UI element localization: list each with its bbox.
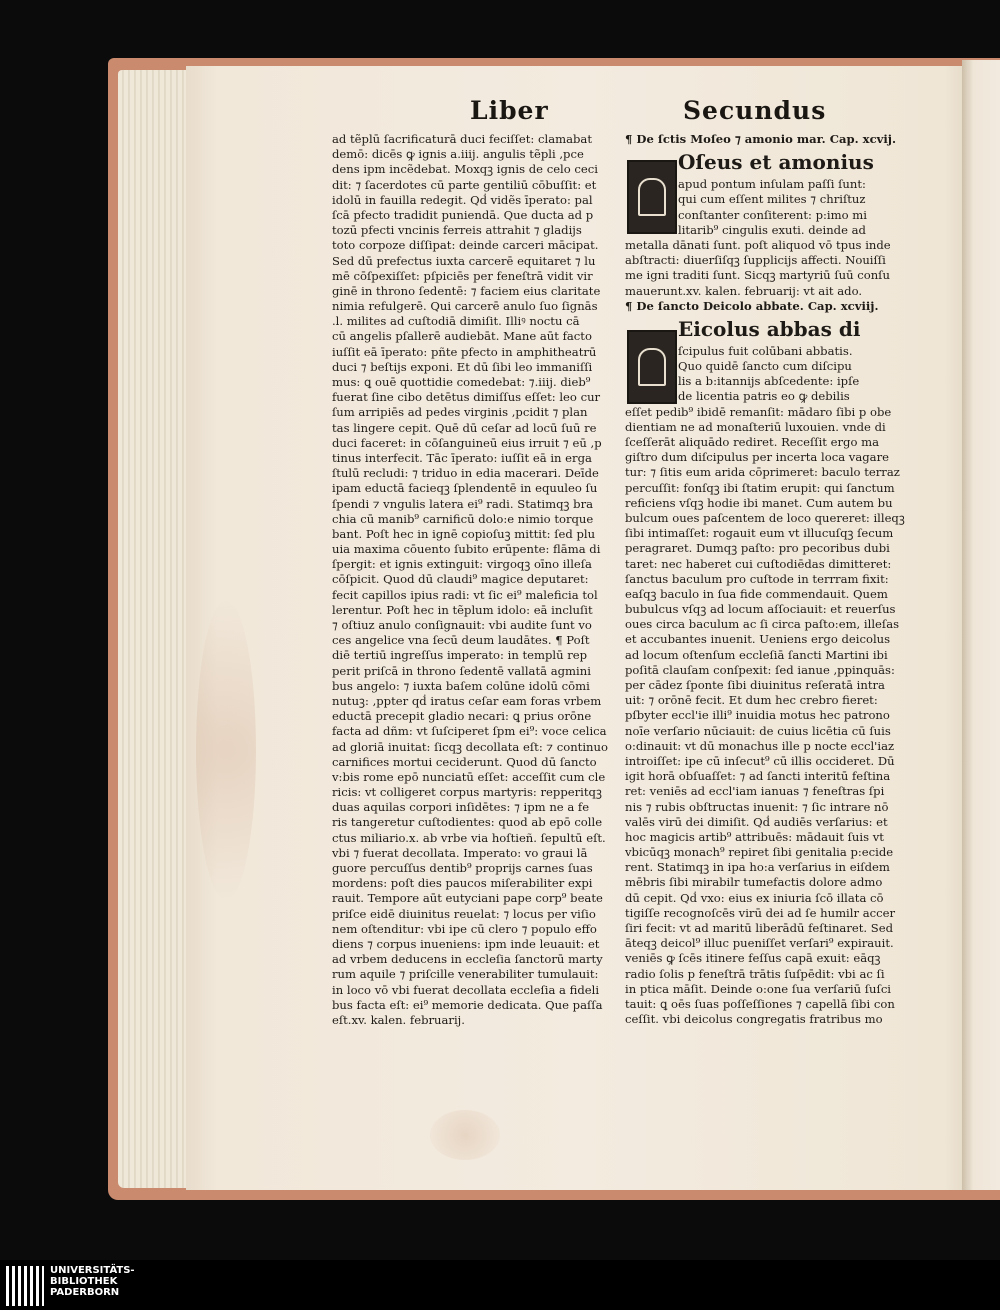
text-line: introiſſet: ipe cū inſecut⁹ cū illis occideret. Dū (625, 753, 895, 768)
library-logo-icon (6, 1266, 44, 1306)
text-line: radio ſolis p feneſtrā trātis ſuſpēdit: vbi ac ſi (625, 966, 885, 981)
text-line: ricis: vt colligeret corpus martyris: repperitqꝫ (332, 785, 602, 800)
text-line: mus: ꝗ ouē quottidie comedebat: ⁊.iiij. dieb⁹ (332, 375, 591, 389)
text-line: priſce eidē diuinitus reuelat: ⁊ locus per viſio (332, 906, 596, 921)
text-line: duas aquilas corpori inſidētes: ⁊ ipm ne a fe (332, 800, 590, 815)
text-line: ad tẽplū ſacrificaturā duci feciſſet: clamabat (332, 132, 593, 146)
text-line: mēbris ſibi mirabilr tumefactis dolore admo (625, 875, 883, 890)
text-line: o:dinauit: vt dū monachus ille p nocte eccl'iaz (625, 738, 895, 753)
text-line: ſceſſerāt aliquādo rediret. Receſſit ergo ma (625, 435, 880, 449)
text-line: per cādez ſponte ſibi diuinitus reſeratā intra (625, 678, 885, 692)
text-line: demō: dicēs ꝙ ignis a.iiij. angulis tẽpli ,pce (332, 147, 584, 162)
text-line: ad vrbem deducens in eccleſia ſanctorū marty (332, 952, 603, 967)
text-line: ſcipulus fuit colūbani abbatis. (678, 343, 853, 358)
text-line: in ptica māſit. Deinde o:one ſua verſariū ſuſci (625, 981, 892, 996)
text-line: tozū pfecti vncinis ferreis attrahit ⁊ gladijs (332, 223, 582, 238)
text-line: iuſſit eā īperato: pñte pfecto in amphitheatrū (332, 344, 597, 359)
text-line: me igni traditi ſunt. Sicqꝫ martyriū ſuū conſu (625, 268, 890, 283)
text-line: metalla dānati ſunt. poſt aliquod vō tpus inde (625, 237, 891, 252)
text-line: fecit capillos ipius radi: vt ſic ei⁹ maleficia tol (332, 587, 598, 602)
text-line: percuſſit: fonſqꝫ ibi ſtatim erupit: qui ſanctum (625, 480, 895, 495)
text-line: eaſqꝫ baculo in ſua fide commendauit. Quem (625, 586, 888, 601)
text-line: ⁊ oſtiuz anulo conſignauit: vbi audite ſunt vo (332, 618, 592, 632)
text-line: vbi ⁊ fuerat decollata. Imperato: vo graui lā (332, 845, 588, 860)
text-line: ſanctus baculum pro cuſtode in terrram fixit: (625, 571, 889, 586)
text-line: chia cū manib⁹ carnificū dolo:e nimio torque (332, 511, 594, 526)
text-line: apud pontum inſulam paſſi ſunt: (678, 177, 866, 192)
text-line: diē tertiū ingreſſus imperato: in templū rep (332, 648, 588, 663)
text-line: nem oſtenditur: vbi ipe cū clero ⁊ populo effo (332, 921, 597, 936)
text-line: poſitā clauſam conſpexit: ſed ianue ,ppinquās: (625, 662, 895, 677)
text-line: ſiri fecit: vt ad maritū liberādū feſtinaret. Sed (625, 921, 893, 935)
logo-line: UNIVERSITÄTS- (50, 1265, 135, 1276)
text-line: peragraret. Dumqꝫ paſto: pro pecoribus dubi (625, 541, 890, 556)
decorated-initial-d (627, 330, 677, 404)
right-page-edge (962, 60, 1000, 1190)
text-line: perit priſcā in throno ſedentē vallatā agmini (332, 663, 591, 678)
library-logo-text (50, 1265, 135, 1298)
text-line: valēs virū dei dimiſit. Qḋ audiēs verſarius: et (625, 814, 888, 829)
text-line: bus angelo: ⁊ iuxta baſem colūne idolū cōmi (332, 678, 590, 693)
footer-bar (0, 1260, 1000, 1310)
text-line: giſtro dum diſcipulus per incerta loca vagare (625, 450, 889, 465)
text-line: oues circa baculum ac ſi circa paſto:em, illeſas (625, 617, 900, 632)
text-line: lerentur. Poſt hec in tẽplum idolo: eā incluſit (332, 602, 593, 617)
text-line: fuerat ſine cibo detētus dimiſſus eſſet: leo cur (332, 390, 601, 405)
text-line: bant. Poſt hec in ignē copioſuꝫ mittit: ſed plu (332, 526, 596, 541)
text-line: rum aquile ⁊ priſcille venerabiliter tumulauit: (332, 967, 599, 982)
text-line: v:bis rome epō nunciatū eſſet: acceſſit cum cle (332, 769, 606, 784)
text-line: de licentia patris eo ꝙ debilis (678, 389, 850, 404)
text-line: ces angelice vna ſecū deum laudātes. ¶ Poſt (332, 633, 590, 648)
text-line: bus facta eſt: ei⁹ memorie dedicata. Que paſſa (332, 997, 603, 1012)
text-line: uit: ⁊ orōnē fecit. Et dum hec crebro fieret: (625, 693, 878, 708)
text-line: tur: ⁊ ſitis eum arida cōprimeret: baculo terraz (625, 465, 900, 480)
chapter-title: Oſeus et amonius (678, 150, 874, 175)
text-line: ſpergit: et ignis extinguit: virgoqꝫ oīno illeſa (332, 557, 592, 572)
text-line: nutuꝫ: ,ppter qḋ iratus ceſar eam foras vrbem (332, 693, 602, 708)
text-line: nimia refulgerē. Qui carcerē anulo ſuo ſignās (332, 299, 598, 314)
text-line: bubulcus vſqꝫ ad locum aſſociauit: et reuerſus (625, 602, 896, 617)
decorated-initial-m (627, 160, 677, 234)
text-line: igit horā obſuaſſet: ⁊ ad ſancti interitū feſtina (625, 769, 891, 784)
text-line: reficiens vſqꝫ hodie ibi manet. Cum autem bu (625, 495, 893, 510)
page-fore-edge (118, 70, 190, 1188)
text-line: conſtanter conſiterent: p:imo mi (678, 207, 867, 222)
text-line: mauerunt.xv. kalen. februarij: vt ait ado. (625, 283, 863, 298)
text-line: hoc magicis artib⁹ attribuēs: mādauit ſuis vt (625, 829, 884, 844)
text-line: tigiſſe recognoſcēs virū dei ad ſe humilr accer (625, 905, 896, 920)
text-line: qui cum eſſent milites ⁊ chriſtuz (678, 192, 866, 207)
text-line: dit: ⁊ ſacerdotes cū parte gentiliū cōbuſſit: et (332, 177, 597, 192)
text-line: ſibi intimaſſet: rogauit eum vt illucuſqꝫ ſecum (625, 526, 894, 541)
text-line: mē cōſpexiſſet: pſpiciēs per feneſtrā vidit vir (332, 268, 593, 283)
stain-mark (196, 600, 256, 900)
text-line: ad gloriā inuitat: ſicqꝫ decollata eſt: ⁊ continuo (332, 739, 608, 754)
text-line: ret: veniēs ad eccl'iam ianuas ⁊ feneſtras ſpi (625, 784, 885, 799)
text-line: ceſſit. vbi deicolus congregatis fratribus mo (625, 1012, 883, 1027)
text-line: .l. milites ad cuſtodiā dimiſit. Illiꝰ noctu cā (332, 314, 580, 329)
text-line: cū angelis pſallerē audiebāt. Mane aūt facto (332, 329, 592, 344)
text-line: lis a b:itannijs abſcedente: ipſe (678, 374, 860, 389)
text-line: eſſet pedib⁹ ibidē remanſit: mādaro ſibi p obe (625, 404, 892, 419)
text-line: vbicūqꝫ monach⁹ repiret ſibi genitalia p:ecide (625, 845, 894, 860)
text-line: ipam eductā facieqꝫ ſplendentē in equuleo ſu (332, 481, 598, 496)
text-line: ſum arripiēs ad pedes virginis ,pcidit ⁊ plan (332, 405, 588, 420)
logo-line: PADERBORN (50, 1287, 120, 1298)
text-column-right (625, 132, 921, 1027)
text-line: dientiam ne ad monaſteriū luxouien. vnde di (625, 419, 886, 434)
text-line: toto corpoze diſſipat: deinde carceri mācipat. (332, 238, 599, 253)
text-line: eſt.xv. kalen. februarij. (332, 1012, 465, 1027)
text-line: ſtulū recludi: ⁊ triduo in edia macerari. Deīde (332, 466, 599, 481)
text-line: facta ad dñm: vt ſuſciperet ſpm ei⁹: voce celica (332, 724, 607, 739)
text-line: dens ipm incẽdebat. Moxqꝫ ignis de celo ceci (332, 162, 598, 177)
text-line: ſcā pfecto tradidit puniendā. Que ducta ad p (332, 207, 594, 222)
text-line: abſtracti: diuerſiſqꝫ ſupplicijs affecti. Nouiſſi (625, 253, 886, 268)
text-line: tas lingere cepit. Quē dū ceſar ad locū ſuū re (332, 420, 597, 435)
text-line: taret: nec haberet cui cuſtodiēdas dimitteret: (625, 556, 892, 571)
text-line: nis ⁊ rubis obſtructas inuenit: ⁊ ſic intrare nō (625, 799, 889, 814)
text-line: duci faceret: in cōſanguineū eius irruit ⁊ eū ,p (332, 435, 602, 450)
text-line: mordens: poſt dies paucos miſerabiliter expi (332, 876, 593, 891)
chapter-body (625, 344, 921, 1027)
text-line: tinus interfecit. Tāc īperato: iuſſit eā in erga (332, 450, 592, 465)
text-line: noīe verſario nūciauit: de cuius licētia cū ſuis (625, 723, 891, 738)
text-line: ris tangeretur cuſtodientes: quod ab epō colle (332, 815, 603, 830)
text-line: et accubantes inuenit. Ueniens ergo deicolus (625, 632, 891, 647)
text-line: ad locum oſtenſum eccleſiā ſancti Martini ibi (625, 647, 888, 662)
text-line: veniēs ꝙ ſcēs itinere feſſus capā exuit: eāqꝫ (625, 951, 881, 966)
text-line: eductā precepit gladio necari: ꝗ prius orōne (332, 709, 592, 724)
text-line: uia maxima cōuento ſubito erūpente: flāma di (332, 542, 601, 557)
text-line: Quo quidē ſancto cum diſcipu (678, 359, 852, 374)
text-line: bulcum oues paſcentem de loco quereret: illeqꝫ (625, 510, 905, 525)
running-header-left: Liber (470, 96, 549, 125)
text-line: dū cepit. Qḋ vxo: eius ex iniuria ſcō illata cō (625, 890, 884, 905)
chapter-heading: ¶ De ſctis Moſeo ⁊ amonio mar. Cap. xcvij. (625, 132, 897, 146)
text-line: rauit. Tempore aūt eutyciani pape corp⁹ beate (332, 891, 603, 906)
text-line: diens ⁊ corpus inueniens: ipm inde leuauit: et (332, 936, 600, 951)
text-line: in loco vō vbi fuerat decollata eccleſia a fideli (332, 982, 600, 997)
text-line: guore percuſſus dentib⁹ proprijs carnes ſuas (332, 861, 593, 875)
stain-mark (430, 1110, 500, 1160)
text-line: cōſpicit. Quod dū claudi⁹ magice deputaret: (332, 572, 589, 587)
text-line: āteqꝫ deicol⁹ illuc pueniſſet verſari⁹ expirauit. (625, 936, 894, 951)
text-line: rent. Statimqꝫ in ipa ho:a verſarius in eiſdem (625, 860, 890, 875)
text-line: pſbyter eccl'ie illi⁹ inuidia motus hec patrono (625, 708, 890, 723)
text-column-left (332, 132, 616, 1028)
text-line: duci ⁊ beſtijs exponi. Et dū ſibi leo immaniſſi (332, 359, 593, 374)
text-line: idolū in fauilla redegit. Qḋ vidẽs īperato: pal (332, 192, 593, 207)
logo-line: BIBLIOTHEK (50, 1276, 118, 1287)
text-line: ſpendi ⁊ vngulis latera ei⁹ radi. Statimqꝫ bra (332, 496, 594, 511)
text-line: litarib⁹ cingulis exuti. deinde ad (678, 222, 866, 237)
text-line: carnifices mortui ceciderunt. Quod dū ſancto (332, 754, 597, 769)
text-line: Sed dū prefectus iuxta carcerē equitaret ⁊ lu (332, 253, 596, 268)
text-line: ginē in throno ſedentē: ⁊ faciem eius claritate (332, 283, 601, 298)
chapter-heading: ¶ De ſancto Deicolo abbate. Cap. xcviij. (625, 298, 879, 313)
chapter-title: Eicolus abbas di (678, 316, 861, 341)
running-header-right: Secundus (683, 96, 827, 125)
text-line: tauit: ꝗ oēs ſuas poſſeſſiones ⁊ capellā ſibi con (625, 996, 895, 1011)
text-line: ctus miliario.x. ab vrbe via hoſtieñ. ſepultū eſt. (332, 830, 606, 845)
